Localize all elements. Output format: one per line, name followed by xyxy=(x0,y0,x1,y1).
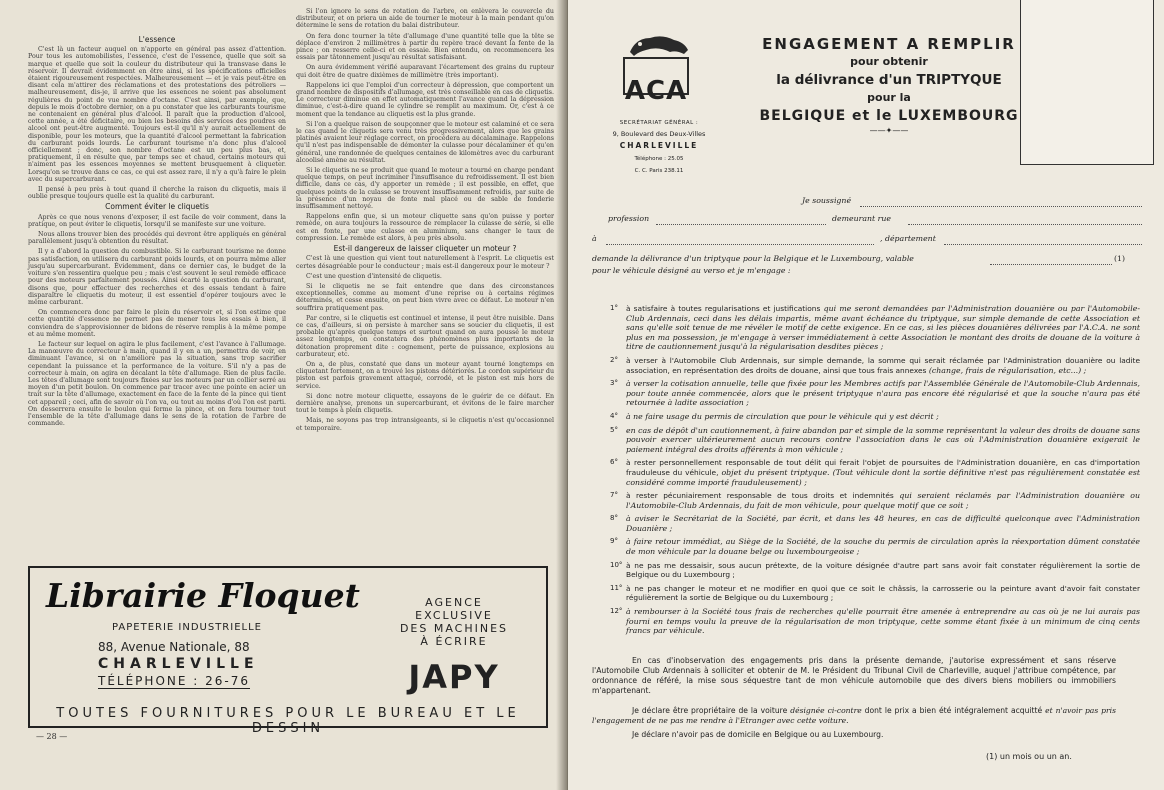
footnote-ref: (1) xyxy=(1114,254,1126,263)
article-column-2 xyxy=(296,8,554,435)
ad-agence-line: EXCLUSIVE xyxy=(415,609,493,622)
item-number: 11° xyxy=(610,583,623,592)
paragraph: Il y a d'abord la question du combustible. Si le carburant tourisme ne donne pas satisfaction, on utilisera du carburant poids lourds, et on pourra même aller jusqu'au supercarburant. Évidemment, dans ce dernier cas, le budget de la voiture s'en ressentira quelque peu ; mais c'est souvent le seul remède efficace pour des moteurs parfaitement poussés. Ainsi écarté la question du carburant, disons que, pour effectuer des recherches et des essais tendant à faire disparaître le cliquetis du moteur, il est essentiel d'opérer toujours avec le même carburant. xyxy=(28,248,286,306)
librairie-floquet-advertisement xyxy=(28,566,548,736)
closing2-italic: et n'avoir pas pris l'engagement de ne pas me rendre à l'Etranger avec cette voiture. xyxy=(592,706,1116,725)
secretariat-block xyxy=(592,118,726,175)
paragraph: Nous allons trouver bien des procédés qui devront être appliqués en général parallèlement jusqu'à obtention du résultat. xyxy=(28,231,286,246)
label-demeurant: demeurant rue xyxy=(832,214,892,223)
item-text-italic: (change, frais de régularisation, etc...) ; xyxy=(926,365,1087,375)
field-validity[interactable] xyxy=(990,264,1112,265)
item-text: à verser à l'Automobile Club Ardennais, sur simple demande, la somme qui serait réclamée par l'Administration douanière ou ladite association, en représentation des droits de douane, ainsi que tous frais annexes xyxy=(626,355,1140,375)
field-city[interactable] xyxy=(606,244,874,245)
paragraph: Rappelons ici que l'emploi d'un correcteur à dépression, que comportent un grand nombre de dispositifs d'allumage, est très conseillable en cas de cliquetis. Le correcteur diminue en effet automatiquement l'avance quand la dépression diminue, c'est-à-dire quand le cylindre se remplit au maximum. Or, c'est à ce moment que la tendance au cliquetis est la plus grande. xyxy=(296,81,554,118)
closing2-text: dont le prix a bien été intégralement acquitté xyxy=(861,706,1043,715)
item-text-italic: qui seraient réclamés par l'Administration douanière ou l'Automobile-Club Ardennais, du fait de mon véhicule, pour quelque motif que ce soit ; xyxy=(626,491,1141,510)
question-heading: Est-il dangereux de laisser cliqueter un moteur ? xyxy=(333,244,517,254)
closing-paragraph-2 xyxy=(592,706,1116,726)
field-departement[interactable] xyxy=(944,244,1142,245)
item-text: à ne pas me dessaisir, sous aucun prétexte, de la voiture désignée d'autre part sans avoir fait constater régulièrement la sortie de Belgique ou du Luxembourg ; xyxy=(626,560,1140,580)
ad-agence-line: AGENCE xyxy=(425,596,483,609)
engagement-item xyxy=(592,426,1140,455)
title-line-2: pour obtenir xyxy=(850,55,928,68)
paragraph: Après ce que nous venons d'exposer, il est facile de voir comment, dans la pratique, on peut éviter le cliquetis, lorsqu'il se manifeste sur une voiture. xyxy=(28,213,286,228)
closing-paragraph-3: Je déclare n'avoir pas de domicile en Belgique ou au Luxembourg. xyxy=(632,730,884,739)
ad-subtitle: PAPETERIE INDUSTRIELLE xyxy=(112,622,262,633)
ad-agence-line: DES MACHINES xyxy=(399,622,509,635)
item-text: à rester pécuniairement responsable de tous droits et indemnités xyxy=(626,491,894,501)
item-number: 12° xyxy=(610,607,623,616)
aca-logo-text: ACA xyxy=(624,76,688,106)
paragraph: Par contre, si le cliquetis est continuel et intense, il peut être nuisible. Dans ce cas, d'ailleurs, si on persiste à marcher sans se soucier du cliquetis, il est probable qu'après quelque temps et surtout quand on aura poussé le moteur assez longtemps, on constatera des phénomènes plus importants de la détonation proprement dite : cognement, perte de puissance, explosions au carburateur, etc. xyxy=(296,314,554,358)
secretariat-city: CHARLEVILLE xyxy=(619,141,699,150)
item-number: 5° xyxy=(610,425,618,434)
item-number: 4° xyxy=(610,411,618,420)
field-name[interactable] xyxy=(860,206,1142,207)
item-number: 7° xyxy=(610,491,618,500)
ad-japy: JAPY xyxy=(408,658,500,696)
paragraph: C'est là un facteur auquel on n'apporte en général pas assez d'attention. Pour tous les automobilistes, l'essence, c'est de l'essence, quelle que soit sa marque et quelle que soit la couleur du distributeur qui la transvase dans le réservoir. Il devrait évidemment en être ainsi, si les spécifications officielles étaient rigoureusement respectées. Malheureusement — et je vais peut-être en disant cela m'attirer des réclamations et des protestations des pétroliers — malheureusement, dis-je, il arrive que les essences ne soient pas absolument régulières du point de vue nombre d'octane. C'est ainsi, par exemple, que, depuis le mois d'octobre dernier, on a pu constater que les carburants tourisme ne contenaient en général plus d'alcool. Il paraît que la production d'alcool, cette année, a été déficitaire, ou bien les besoins des services des poudres en alcool ont peut-être augmenté. Toujours est-il qu'il n'y aurait actuellement de disponible, pour les moteurs, que la quantité d'alcool permettant la fabrication du carburant poids lourds. Le carburant tourisme n'a donc plus d'alcool officiellement ; donc, son nombre d'octane est un peu plus bas, et, pratiquement, il en résulte que, par temps sec et chaud, certains moteurs qui n'aiment pas les essences moyennes se mettent brusquement à cliqueter. Lorsqu'on se trouve dans ce cas, ce qui est assez rare, il n'y a qu'à faire le plein avec du supercarburant. xyxy=(28,46,286,183)
item-text-italic: à faire retour immédiat, au Siège de la Société, de la souche du permis de circulation après la réexportation dûment constatée de mon véhicule par la douane belge ou luxembourgeoise ; xyxy=(626,537,1140,557)
item-text-italic: objet du présent triptyque. (Tout véhicule dont la sortie définitive n'est pas régulièrement constatée est considéré comme importé frauduleusement) ; xyxy=(626,467,1140,487)
item-number: 6° xyxy=(610,458,618,467)
footnote: (1) un mois ou un an. xyxy=(986,752,1072,761)
closing2-text: Je déclare être propriétaire de la voiture xyxy=(632,706,788,715)
label-pour: pour le véhicule désigné au verso et je m'engage : xyxy=(592,266,791,275)
item-text-italic: à ne faire usage du permis de circulation que pour le véhicule qui y est décrit ; xyxy=(626,411,939,421)
paragraph: C'est une question d'intensité de cliquetis. xyxy=(306,272,442,280)
item-text-italic: à rembourser à la Société tous frais de recherches qu'elle pourrait être amenée à entreprendre au cas où je ne lui aurais pas fourni en temps voulu la preuve de la régularisation de mon triptyque, cette somme étant fixée à un minimum de cinq cents francs par véhicule. xyxy=(626,607,1140,636)
field-profession[interactable] xyxy=(656,224,826,225)
engagement-item xyxy=(592,584,1140,603)
paragraph: On fera donc tourner la tête d'allumage d'une quantité telle que la tête se déplace d'environ 2 millimètres à partir du repère tracé devant la fente de la pince ; on resserre celle-ci et on essaie. Bien entendu, on recommencera les essais par tâtonnement jusqu'au résultat satisfaisant. xyxy=(296,32,554,62)
engagement-list xyxy=(592,304,1140,640)
engagement-item xyxy=(592,458,1140,487)
ad-agence-line: À ÉCRIRE xyxy=(420,635,488,648)
stamp-box xyxy=(1020,0,1154,165)
secretariat-cc: C. C. Paris 238.11 xyxy=(634,168,684,174)
engagement-item xyxy=(592,561,1140,580)
right-page xyxy=(568,0,1164,790)
paragraph: Le facteur sur lequel on agira le plus facilement, c'est l'avance à l'allumage. La manœuvre du correcteur à main, quand il y en a un, permettra de voir, en diminuant l'avance, si on n'améliore pas la situation, sans trop sacrifier cependant la puissance et la performance de la voiture. S'il n'y a pas de correcteur à main, on agira en décalant la tête d'allumage. Rien de plus facile. Les têtes d'allumage sont toujours fixées sur les moteurs par un collier serré au moyen d'un petit boulon. On commence par tracer avec une pointe en acier un trait sur la tête d'allumage, exactement en face de la fente de la pince qui tient cet appareil ; ceci, afin de savoir où l'on va, ou tout au moins d'où l'on est parti. On desserrera ensuite le boulon qui ferme la pince, et on fera tourner tout l'ensemble de la tête d'allumage dans le sens de la rotation de l'arbre de commande. xyxy=(28,340,286,428)
form-title xyxy=(728,34,1050,135)
left-page xyxy=(0,0,568,790)
paragraph: Mais, ne soyons pas trop intransigeants, si le cliquetis n'est qu'occasionnel et temporaire. xyxy=(296,417,554,432)
item-text: à satisfaire à toutes regularisations et justifications xyxy=(626,304,821,313)
ad-brand: Librairie Floquet xyxy=(46,576,360,615)
item-number: 8° xyxy=(610,514,618,523)
ad-address: 88, Avenue Nationale, 88 xyxy=(98,640,250,654)
paragraph: Si donc notre moteur cliquette, essayons de le guérir de ce défaut. En dernière analyse, prenons un supercarburant, et évitons de le faire marcher tout le temps à plein cliquetis. xyxy=(296,392,554,415)
closing-paragraph-1: En cas d'inobservation des engagements pris dans la présente demande, j'autorise expressément et sans réserve l'Automobile Club Ardennais à solliciter et obtenir de M. le Président du Tribunal Civil de Charleville, auquel j'attribue compétence, par ordonnance de référé, la mise sous séquestre tant de mon véhicule automobile que des divers biens mobiliers ou immobiliers m'appartenant. xyxy=(592,656,1116,695)
item-number: 3° xyxy=(610,379,618,388)
engagement-item xyxy=(592,607,1140,636)
title-line-5: BELGIQUE et le LUXEMBOURG xyxy=(759,108,1019,124)
engagement-item xyxy=(592,537,1140,556)
article-column-1 xyxy=(28,36,286,430)
section-heading-cliquetis: Comment éviter le cliquetis xyxy=(105,202,209,212)
label-soussigne: Je soussigné xyxy=(802,196,852,205)
ad-agence xyxy=(394,596,514,648)
paragraph: On aura évidemment vérifié auparavant l'écartement des grains du rupteur qui doit être de quatre dixièmes de millimètre (très important). xyxy=(296,64,554,79)
paragraph: On a, de plus, constaté que dans un moteur ayant tourné longtemps en cliquetant fortement, on a trouvé les pistons détériorés. Le cordon supérieur du piston est parfois gravement attaqué, corrodé, et le piston est mis hors de service. xyxy=(296,360,554,390)
field-street[interactable] xyxy=(908,224,1142,225)
engagement-item xyxy=(592,491,1140,510)
item-number: 10° xyxy=(610,560,623,569)
item-number: 1° xyxy=(610,304,618,312)
paragraph: Si le cliquetis ne se fait entendre que dans des circonstances exceptionnelles, comme au moment d'une reprise ou à certains régimes déterminés, et cesse ensuite, on peut bien vivre avec ce défaut. Le moteur n'en souffrira pratiquement pas. xyxy=(296,282,554,312)
label-a: à xyxy=(592,234,597,243)
item-number: 2° xyxy=(610,355,618,364)
engagement-item xyxy=(592,304,1140,352)
item-text: à rester personnellement responsable de tout délit qui ferait l'objet de poursuites de l'Administration douanière, en cas d'importation frauduleuse du véhicule, xyxy=(626,458,1140,477)
ad-phone: TÉLÉPHONE : 26-76 xyxy=(98,674,250,688)
paragraph: Si le cliquetis ne se produit que quand le moteur a tourné en charge pendant quelque temps, on peut incriminer l'insuffisance du refroidissement. Il est bien difficile, dans ce cas, d'y apporter un remède ; il est possible, en effet, que quelques points de la culasse se trouvent insuffisamment refroidis, par suite de la présence d'un noyau de fonte mal placé ou de sable de fonderie insuffisamment nettoyé. xyxy=(296,167,554,211)
paragraph: Si l'on a quelque raison de soupçonner que le moteur est calaminé et ce sera le cas quand le cliquetis sera venu très progressivement, alors que les grains platinés avaient leur réglage correct, on procédera au décalaminage. Rappelons qu'il n'est pas indispensable de démonter la culasse pour décalaminer et qu'en général, une randonnée de quelques centaines de kilomètres avec du carburant alcoolisé amène au résultat. xyxy=(296,120,554,164)
title-line-1: ENGAGEMENT A REMPLIR xyxy=(762,35,1016,53)
ad-footer: TOUTES FOURNITURES POUR LE BUREAU ET LE DESSIN xyxy=(56,706,520,736)
paragraph: On commencera donc par faire le plein du réservoir et, si l'on estime que cette quantité d'essence ne permet pas de mener tous les essais à bien, il conviendra de s'approvisionner de bidons de réserve remplis à la même pompe et au même moment. xyxy=(28,309,286,338)
engagement-item xyxy=(592,412,1140,422)
label-departement: , département xyxy=(880,234,936,243)
secretariat-label: SECRÉTARIAT GÉNÉRAL : xyxy=(619,120,699,126)
item-text-italic: à aviser le Secrétariat de la Société, par écrit, et dans les 48 heures, en cas de difficulté quelconque avec l'Administration Douanière ; xyxy=(626,514,1140,533)
ornament-divider-icon: ——✦—— xyxy=(869,126,909,135)
paragraph: Il pensé à peu près à tout quand il cherche la raison du cliquetis, mais il oublie presque toujours quelle est la qualité du carburant. xyxy=(28,186,286,201)
title-line-4: pour la xyxy=(867,91,911,104)
item-text-italic: à verser la cotisation annuelle, telle que fixée pour les Membres actifs par l'Assemblée Générale de l'Automobile-Club Ardennais, pour toute année commencée, alors que le présent triptyque n'aura pas encore été régularisé et que la souche n'aura pas été retournée à ladite association ; xyxy=(626,379,1140,408)
item-text: à ne pas changer le moteur et ne modifier en quoi que ce soit le châssis, la carrosserie ou la peinture avant d'avoir fait constater régulièrement la sortie de Belgique ou du Luxembourg ; xyxy=(626,583,1140,603)
page-number: — 28 — xyxy=(36,732,68,741)
secretariat-phone: Téléphone : 25.05 xyxy=(634,156,684,162)
secretariat-address: 9, Boulevard des Deux-Villes xyxy=(612,130,706,138)
item-number: 9° xyxy=(610,537,618,546)
engagement-item xyxy=(592,356,1140,375)
paragraph: Rappelons enfin que, si un moteur cliquette sans qu'on puisse y porter remède, on aura toujours la ressource de remplacer la culasse de série, si elle est en fonte, par une culasse en aluminium, sans changer le taux de compression. Le remède est alors, à peu près absolu. xyxy=(296,213,554,242)
engagement-item xyxy=(592,379,1140,408)
closing2-italic: désignée ci-contre xyxy=(787,706,862,715)
item-text-italic: en cas de dépôt d'un cautionnement, à faire abandon par et simple de la somme représentant la valeur des droits de douane sans pouvoir exercer ultérieurement aucun recours contre l'association dans le cas où l'Administration douanière exigerait le paiement intégral des droits afférents à mon véhicule ; xyxy=(626,425,1140,454)
engagement-item xyxy=(592,514,1140,533)
item-text-italic: qui me seront demandées par l'Administration douanière ou par l'Automobile-Club Ardennais, ceci dans les délais impartis, même avant échéance du triptyque, sur simple demande de cette Association et sans qu'elle soit tenue de me révéler le motif de cette exigence. En ce cas, si les pièces douanières délivrées par l'A.C.A. ne sont plus en ma possession, je m'engage à verser immédiatement à cette Association le montant des droits de douane de la voiture à titre de cautionnement jusqu'à la régularisation desdites pièces ; xyxy=(626,304,1140,352)
label-demande: demande la délivrance d'un triptyque pour la Belgique et le Luxembourg, valable xyxy=(592,254,914,263)
paragraph: C'est là une question qui vient tout naturellement à l'esprit. Le cliquetis est certes désagréable pour le conducteur ; mais est-il dangereux pour le moteur ? xyxy=(296,255,554,270)
paragraph: Si l'on ignore le sens de rotation de l'arbre, on enlèvera le couvercle du distributeur, et on priera un aide de tourner le moteur à la main pendant qu'on détermine le sens de rotation du balai distributeur. xyxy=(296,8,554,30)
label-profession: profession xyxy=(608,214,650,223)
section-heading-essence: L'essence xyxy=(138,35,176,44)
ad-city: CHARLEVILLE xyxy=(98,656,259,672)
title-line-3: la délivrance d'un TRIPTYQUE xyxy=(776,72,1002,88)
